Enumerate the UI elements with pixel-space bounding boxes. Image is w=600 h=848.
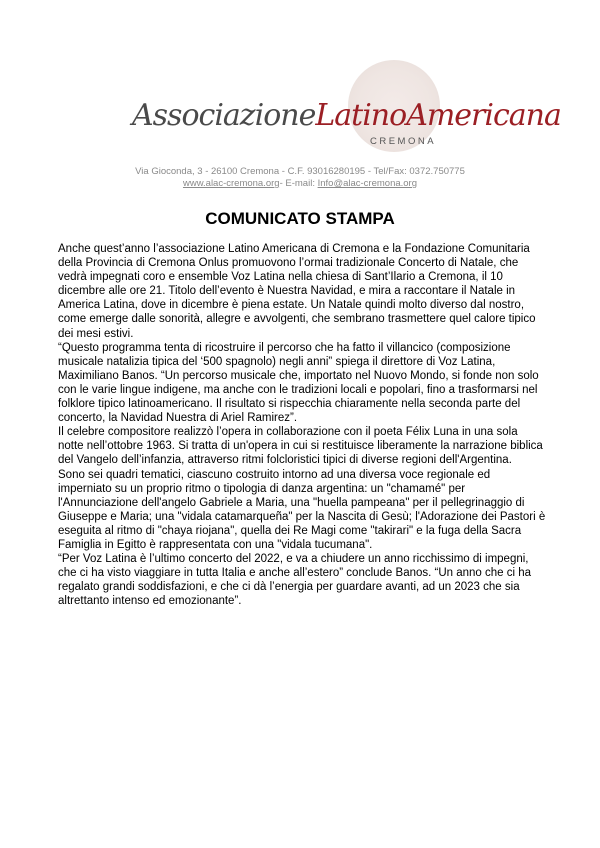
paragraph: Il celebre compositore realizzò l’opera in collaborazione con il poeta Félix Luna in una sola notte nell’ottobre 1963. Si tratta di un'opera in cui si restituisce liberamente la narrazione biblica del Vangelo dell’infanzia, attraverso ritmi folcloristici tipici di diverse regioni dell'Argentina. bbox=[58, 426, 543, 467]
address-line: Via Gioconda, 3 - 26100 Cremona - C.F. 93016280195 - Tel/Fax: 0372.750775 bbox=[135, 166, 465, 177]
website-link[interactable]: www.alac-cremona.org bbox=[182, 178, 280, 189]
association-logo bbox=[132, 58, 561, 158]
logo-wordmark: AssociazioneLatinoAmericana bbox=[132, 98, 561, 133]
paragraph: Anche quest’anno l’associazione Latino Americana di Cremona e la Fondazione Comunitaria della Provincia di Cremona Onlus promuovono l’ormai tradizionale Concerto di Natale, che vedrà impegnati coro e ensemble Voz Latina nella chiesa di Sant’Ilario a Cremona, il 10 dicembre alle ore 21. Titolo dell’evento è Nuestra Navidad, e mira a raccontare il Natale in America Latina, dove in dicembre è piena estate. Un Natale quindi molto diverso dal nostro, come emerge dalle sonorità, allegre e avvolgenti, che sembrano trasmettere quel calore tipico dei mesi estivi. bbox=[58, 243, 536, 340]
paragraph: Sono sei quadri tematici, ciascuno costruito intorno ad una diversa voce regionale ed imperniato su un proprio ritmo o tipologia di danza argentina: un "chamamé" per l'Annunciazione dell'angelo Gabriele a Maria, una "huella pampeana" per il pellegrinaggio di Giuseppe e Maria; una "vidala catamarqueña" per la Nascita di Gesù; l'Adorazione dei Pastori è eseguita al ritmo di "chaya riojana", quella dei Re Magi come "takirari" e la fuga della Sacra Famiglia in Egitto è rappresentata con una "vidala tucumana". bbox=[58, 468, 546, 551]
email-label: - E-mail: bbox=[279, 178, 318, 189]
email-link[interactable]: Info@alac-cremona.org bbox=[317, 178, 418, 189]
paragraph: “Questo programma tenta di ricostruire il percorso che ha fatto il villancico (composizione musicale natalizia tipica del ‘500 spagnolo) negli anni” spiega il direttore di Voz Latina, Maximiliano Banos. “Un percorso musicale che, importato nel Nuovo Mondo, si fonde non solo con le varie lingue indigene, ma anche con le tradizioni locali e popolari, fino a trasformarsi nel folklore tipico latinoamericano. Il risultato si rispecchia chiaramente nella seconda parte del concerto, la Navidad Nuestra di Ariel Ramirez”. bbox=[58, 341, 539, 425]
press-release-body bbox=[58, 242, 546, 608]
paragraph: “Per Voz Latina è l’ultimo concerto del 2022, e va a chiudere un anno ricchissimo di impegni, che ci ha visto viaggiare in tutta Italia e anche all’estero” conclude Banos. “Un anno che ci ha regalato grandi soddisfazioni, e che ci dà l’energia per guardare avanti, ad un 2023 che sia altrettanto intenso ed emozionante”. bbox=[58, 553, 532, 608]
page-title: COMUNICATO STAMPA bbox=[205, 209, 395, 228]
logo-subtitle: CREMONA bbox=[370, 136, 437, 147]
contact-line bbox=[0, 178, 600, 189]
